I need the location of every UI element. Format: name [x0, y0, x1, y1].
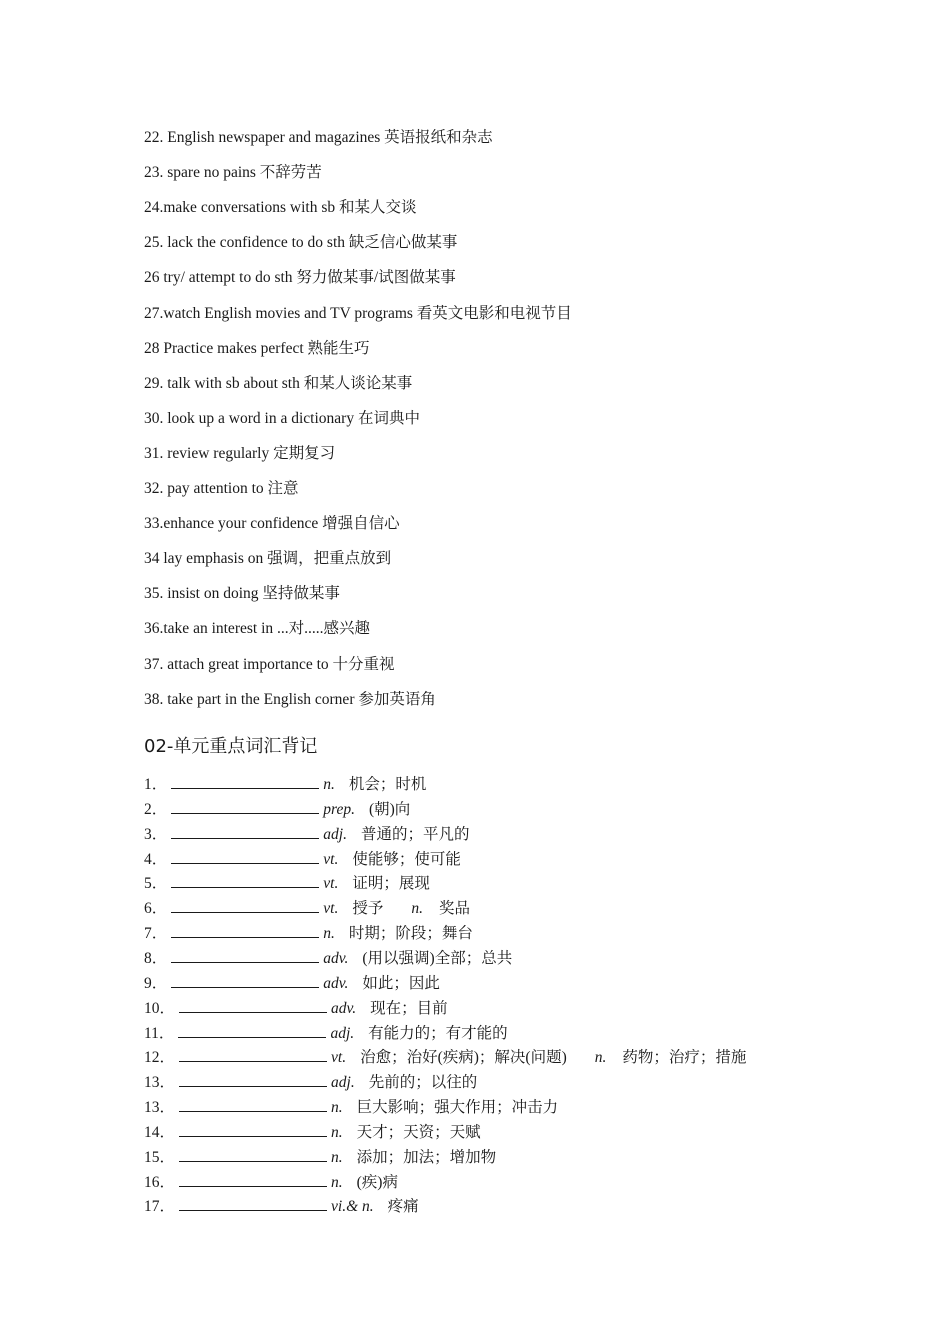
meaning: 现在；目前 — [370, 999, 448, 1017]
part-of-speech: n. — [331, 1123, 343, 1141]
meaning: 天才；天资；天赋 — [356, 1123, 481, 1141]
part-of-speech: adj. — [323, 825, 347, 843]
vocab-item — [144, 824, 469, 845]
vocab-item — [144, 1172, 398, 1193]
answer-blank — [171, 923, 319, 938]
phrase-line: 25. lack the confidence to do sth 缺乏信心做某事 — [144, 234, 458, 252]
answer-blank — [179, 998, 327, 1013]
phrase-line: 27.watch English movies and TV programs 看英文电影和电视节目 — [144, 304, 572, 322]
vocab-item — [144, 799, 410, 820]
answer-blank — [171, 973, 319, 988]
vocab-number: 4． — [144, 850, 168, 868]
meaning: 证明；展现 — [352, 875, 430, 893]
vocab-number: 13． — [144, 1074, 176, 1092]
vocab-number: 12． — [144, 1049, 176, 1067]
vocab-item — [144, 923, 473, 944]
vocab-number: 17． — [144, 1198, 176, 1216]
part-of-speech: adj. — [330, 1024, 355, 1042]
vocab-item — [144, 1072, 477, 1093]
phrase-line: 35. insist on doing 坚持做某事 — [144, 585, 340, 603]
phrase-line: 32. pay attention to 注意 — [144, 480, 299, 497]
part-of-speech: n. — [323, 925, 335, 943]
part-of-speech-secondary: n. — [594, 1049, 607, 1067]
answer-blank — [179, 1147, 327, 1162]
vocab-item — [144, 1196, 419, 1217]
part-of-speech: vi.& n. — [331, 1198, 374, 1216]
meaning: 机会；时机 — [348, 776, 427, 793]
vocab-item — [144, 998, 448, 1019]
phrase-line: 22. English newspaper and magazines 英语报纸和杂志 — [144, 129, 493, 146]
answer-blank — [171, 824, 319, 839]
answer-blank — [171, 774, 319, 789]
vocab-number: 7． — [144, 925, 168, 943]
answer-blank — [179, 1122, 327, 1137]
meaning: 授予 — [352, 900, 384, 918]
part-of-speech: n. — [323, 776, 335, 793]
vocab-number: 10． — [144, 999, 176, 1017]
vocab-item — [144, 973, 440, 994]
part-of-speech: vt. — [323, 875, 339, 893]
part-of-speech: vt. — [323, 900, 339, 918]
phrase-line: 33.enhance your confidence 增强自信心 — [144, 515, 400, 533]
answer-blank — [179, 1097, 327, 1112]
vocab-item — [144, 774, 426, 795]
answer-blank — [171, 849, 319, 864]
meaning: 如此；因此 — [362, 974, 440, 992]
vocab-item — [144, 1097, 558, 1118]
vocab-item — [144, 948, 512, 969]
phrase-line: 29. talk with sb about sth 和某人谈论某事 — [144, 374, 413, 392]
answer-blank — [179, 1172, 327, 1187]
vocab-item — [144, 1023, 508, 1044]
vocab-item — [144, 898, 470, 919]
answer-blank — [171, 898, 319, 913]
vocab-number: 11． — [144, 1024, 175, 1042]
phrase-line: 37. attach great importance to 十分重视 — [144, 655, 395, 673]
part-of-speech: adv. — [323, 974, 349, 992]
vocab-number: 3． — [144, 825, 168, 843]
section-heading: 02-单元重点词汇背记 — [144, 736, 318, 757]
vocab-number: 1． — [144, 776, 168, 793]
vocab-number: 2． — [144, 800, 168, 818]
part-of-speech: n. — [331, 1099, 343, 1117]
answer-blank — [179, 1047, 327, 1062]
answer-blank — [179, 1196, 327, 1211]
answer-blank — [179, 1072, 327, 1087]
answer-blank — [171, 948, 319, 963]
phrase-line: 38. take part in the English corner 参加英语角 — [144, 690, 436, 708]
phrase-line: 31. review regularly 定期复习 — [144, 444, 336, 462]
phrase-line: 23. spare no pains 不辞劳苦 — [144, 164, 322, 182]
meaning: 普通的；平凡的 — [360, 825, 470, 843]
vocab-number: 8． — [144, 949, 168, 967]
meaning: 治愈；治好(疾病)；解决(问题) — [360, 1049, 567, 1067]
vocab-number: 5． — [144, 875, 168, 893]
vocab-number: 14． — [144, 1123, 176, 1141]
meaning: 疼痛 — [387, 1198, 419, 1216]
meaning: 有能力的；有才能的 — [368, 1024, 508, 1042]
meaning-secondary: 药物；治疗；措施 — [622, 1049, 747, 1067]
meaning: 时期；阶段；舞台 — [348, 925, 473, 943]
phrase-line: 28 Practice makes perfect 熟能生巧 — [144, 339, 370, 357]
part-of-speech: adv. — [323, 949, 349, 967]
part-of-speech: n. — [331, 1173, 343, 1191]
meaning: 巨大影响；强大作用；冲击力 — [356, 1099, 559, 1117]
meaning: 添加；加法；增加物 — [356, 1148, 497, 1166]
vocab-item — [144, 849, 461, 870]
vocab-item — [144, 1122, 481, 1143]
vocab-number: 16． — [144, 1173, 176, 1191]
part-of-speech: vt. — [331, 1049, 347, 1067]
meaning: 先前的；以往的 — [368, 1074, 478, 1092]
meaning-secondary: 奖品 — [438, 900, 470, 918]
part-of-speech: n. — [331, 1148, 343, 1166]
part-of-speech: vt. — [323, 850, 339, 868]
phrase-line: 24.make conversations with sb 和某人交谈 — [144, 199, 417, 217]
vocab-item — [144, 1147, 496, 1168]
part-of-speech: adj. — [331, 1074, 355, 1092]
meaning: 使能够；使可能 — [352, 850, 461, 868]
answer-blank — [171, 873, 319, 888]
vocab-item — [144, 873, 430, 894]
phrase-line: 36.take an interest in ...对.....感兴趣 — [144, 620, 370, 638]
phrase-line: 30. look up a word in a dictionary 在词典中 — [144, 409, 420, 427]
answer-blank — [171, 799, 319, 814]
vocab-number: 13． — [144, 1099, 176, 1117]
vocab-number: 9． — [144, 974, 168, 992]
vocab-number: 15． — [144, 1148, 176, 1166]
phrase-line: 26 try/ attempt to do sth 努力做某事/试图做某事 — [144, 269, 456, 287]
phrase-line: 34 lay emphasis on 强调，把重点放到 — [144, 550, 392, 568]
answer-blank — [178, 1023, 326, 1038]
meaning: (用以强调)全部；总共 — [362, 949, 513, 967]
part-of-speech-secondary: n. — [411, 900, 423, 918]
meaning: (疾)病 — [356, 1173, 398, 1191]
vocab-item — [144, 1047, 746, 1068]
part-of-speech: adv. — [331, 999, 357, 1017]
vocab-number: 6． — [144, 900, 168, 918]
part-of-speech: prep. — [323, 800, 355, 818]
meaning: (朝)向 — [368, 800, 411, 818]
